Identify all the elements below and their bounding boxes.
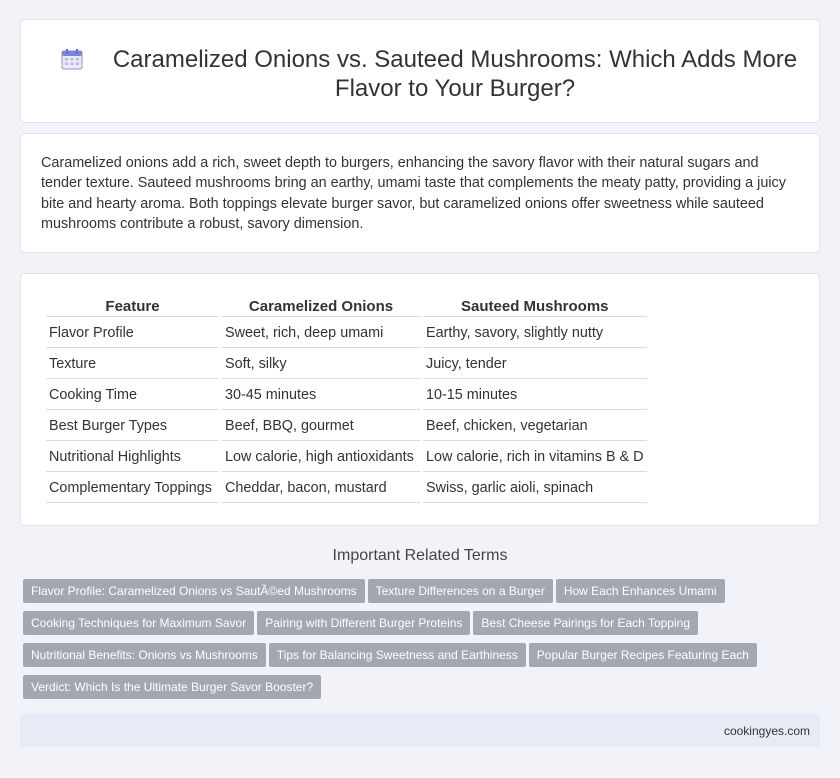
table-row xyxy=(46,349,647,379)
table-cell: 30-45 minutes xyxy=(222,380,420,410)
comparison-table xyxy=(43,295,650,504)
table-cell: 10-15 minutes xyxy=(423,380,647,410)
table-row xyxy=(46,442,647,472)
table-cell: Low calorie, rich in vitamins B & D xyxy=(423,442,647,472)
table-cell: Earthy, savory, slightly nutty xyxy=(423,318,647,348)
table-cell: Soft, silky xyxy=(222,349,420,379)
table-header-row xyxy=(46,296,647,317)
summary-text: Caramelized onions add a rich, sweet depth to burgers, enhancing the savory flavor with their natural sugars and tender texture. Sauteed mushrooms bring an earthy, umami taste that complements the meaty patty, providing a juicy bite and hearty aroma. Both toppings elevate burger savor, but caramelized onions offer sweetness while sauteed mushrooms contribute a robust, savory dimension. xyxy=(41,155,786,232)
header-sauteed-mushrooms: Sauteed Mushrooms xyxy=(423,296,647,317)
related-term-tag[interactable]: Texture Differences on a Burger xyxy=(368,579,553,603)
table-cell: Best Burger Types xyxy=(46,411,219,441)
table-cell: Texture xyxy=(46,349,219,379)
related-term-tag[interactable]: Popular Burger Recipes Featuring Each xyxy=(529,643,757,667)
calendar-icon xyxy=(61,48,83,70)
title-card xyxy=(20,19,820,123)
table-cell: Flavor Profile xyxy=(46,318,219,348)
summary-card xyxy=(20,133,820,253)
header-feature: Feature xyxy=(46,296,219,317)
table-cell: Low calorie, high antioxidants xyxy=(222,442,420,472)
table-cell: Swiss, garlic aioli, spinach xyxy=(423,473,647,503)
related-term-tag[interactable]: Cooking Techniques for Maximum Savor xyxy=(23,611,254,635)
related-term-tag[interactable]: Best Cheese Pairings for Each Topping xyxy=(473,611,698,635)
table-row xyxy=(46,473,647,503)
table-cell: Juicy, tender xyxy=(423,349,647,379)
comparison-card xyxy=(20,273,820,526)
table-cell: Cheddar, bacon, mustard xyxy=(222,473,420,503)
related-term-tag[interactable]: How Each Enhances Umami xyxy=(556,579,725,603)
table-cell: Complementary Toppings xyxy=(46,473,219,503)
table-row xyxy=(46,318,647,348)
table-cell: Beef, BBQ, gourmet xyxy=(222,411,420,441)
related-terms-heading: Important Related Terms xyxy=(332,547,508,564)
table-row xyxy=(46,380,647,410)
related-term-tag[interactable]: Pairing with Different Burger Proteins xyxy=(257,611,470,635)
related-term-tag[interactable]: Nutritional Benefits: Onions vs Mushrooms xyxy=(23,643,266,667)
table-cell: Nutritional Highlights xyxy=(46,442,219,472)
header-caramelized-onions: Caramelized Onions xyxy=(222,296,420,317)
page-title: Caramelized Onions vs. Sauteed Mushrooms: Which Adds More Flavor to Your Burger? xyxy=(112,46,798,102)
related-term-tag[interactable]: Verdict: Which Is the Ultimate Burger Savor Booster? xyxy=(23,675,321,699)
table-cell: Beef, chicken, vegetarian xyxy=(423,411,647,441)
table-cell: Sweet, rich, deep umami xyxy=(222,318,420,348)
related-term-tag[interactable]: Flavor Profile: Caramelized Onions vs SautÃ©ed Mushrooms xyxy=(23,579,365,603)
footer-site-link[interactable]: cookingyes.com xyxy=(723,724,810,738)
table-row xyxy=(46,411,647,441)
related-terms-list xyxy=(23,579,783,707)
related-term-tag[interactable]: Tips for Balancing Sweetness and Earthiness xyxy=(269,643,526,667)
table-cell: Cooking Time xyxy=(46,380,219,410)
footer xyxy=(20,714,820,747)
